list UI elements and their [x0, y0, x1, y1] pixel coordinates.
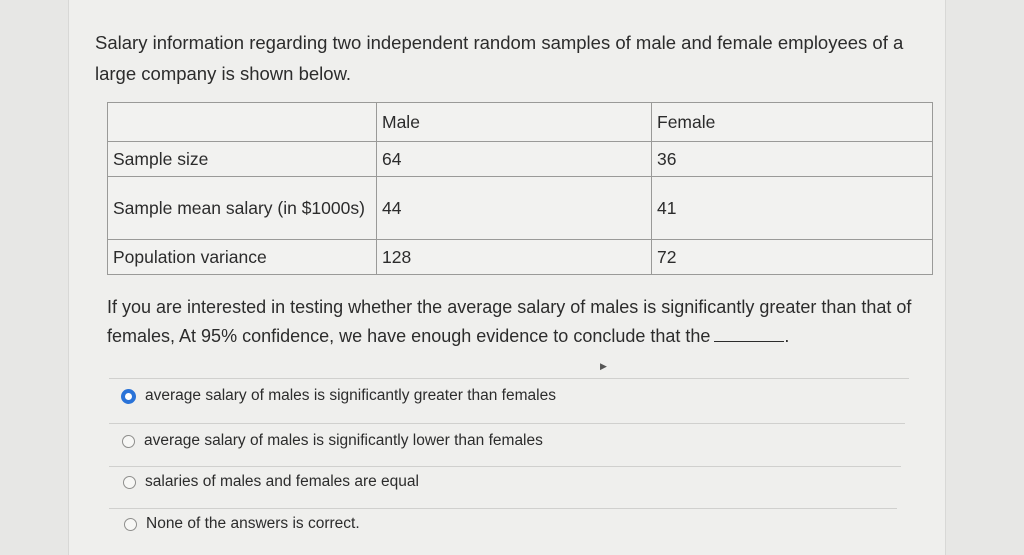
table-cell: 44 [377, 177, 652, 240]
table-cell: Sample size [108, 142, 377, 177]
option-label: salaries of males and females are equal [145, 473, 419, 490]
answer-option-2[interactable] [122, 432, 543, 450]
table-cell: 72 [652, 240, 933, 275]
question-text-block [107, 293, 927, 351]
answer-option-4[interactable] [124, 515, 360, 533]
salary-table [107, 102, 933, 275]
question-page [68, 0, 946, 555]
table-header-cell: Female [652, 103, 933, 142]
question-text: If you are interested in testing whether the average salary of males is significantly greater than that of females, At 95% confidence, we have enough evidence to conclude that the [107, 297, 912, 346]
radio-button-icon[interactable] [124, 518, 137, 531]
table-cell: 64 [377, 142, 652, 177]
table-row [108, 142, 933, 177]
answer-blank [714, 325, 784, 342]
table-header-cell [108, 103, 377, 142]
option-divider [109, 508, 897, 509]
table-header-cell: Male [377, 103, 652, 142]
radio-button-icon[interactable] [123, 476, 136, 489]
options-divider [109, 378, 909, 379]
answer-option-3[interactable] [123, 473, 419, 491]
answer-option-1[interactable] [121, 387, 556, 405]
table-cell: Sample mean salary (in $1000s) [108, 177, 377, 240]
option-divider [109, 423, 905, 424]
table-cell: 36 [652, 142, 933, 177]
question-prompt: Salary information regarding two independent random samples of male and female employees of a large company is shown below. [95, 32, 904, 84]
radio-button-icon[interactable] [121, 389, 136, 404]
table-header-row [108, 103, 933, 142]
option-divider [109, 466, 901, 467]
table-cell: 128 [377, 240, 652, 275]
table-cell: 41 [652, 177, 933, 240]
option-label: None of the answers is correct. [146, 515, 360, 532]
option-label: average salary of males is significantly greater than females [145, 387, 556, 404]
question-end-punctuation: . [784, 326, 790, 346]
table-row [108, 240, 933, 275]
table-row [108, 177, 933, 240]
option-label: average salary of males is significantly lower than females [144, 432, 543, 449]
table-cell: Population variance [108, 240, 377, 275]
radio-button-icon[interactable] [122, 435, 135, 448]
mouse-cursor-icon: ▶ [600, 361, 607, 371]
